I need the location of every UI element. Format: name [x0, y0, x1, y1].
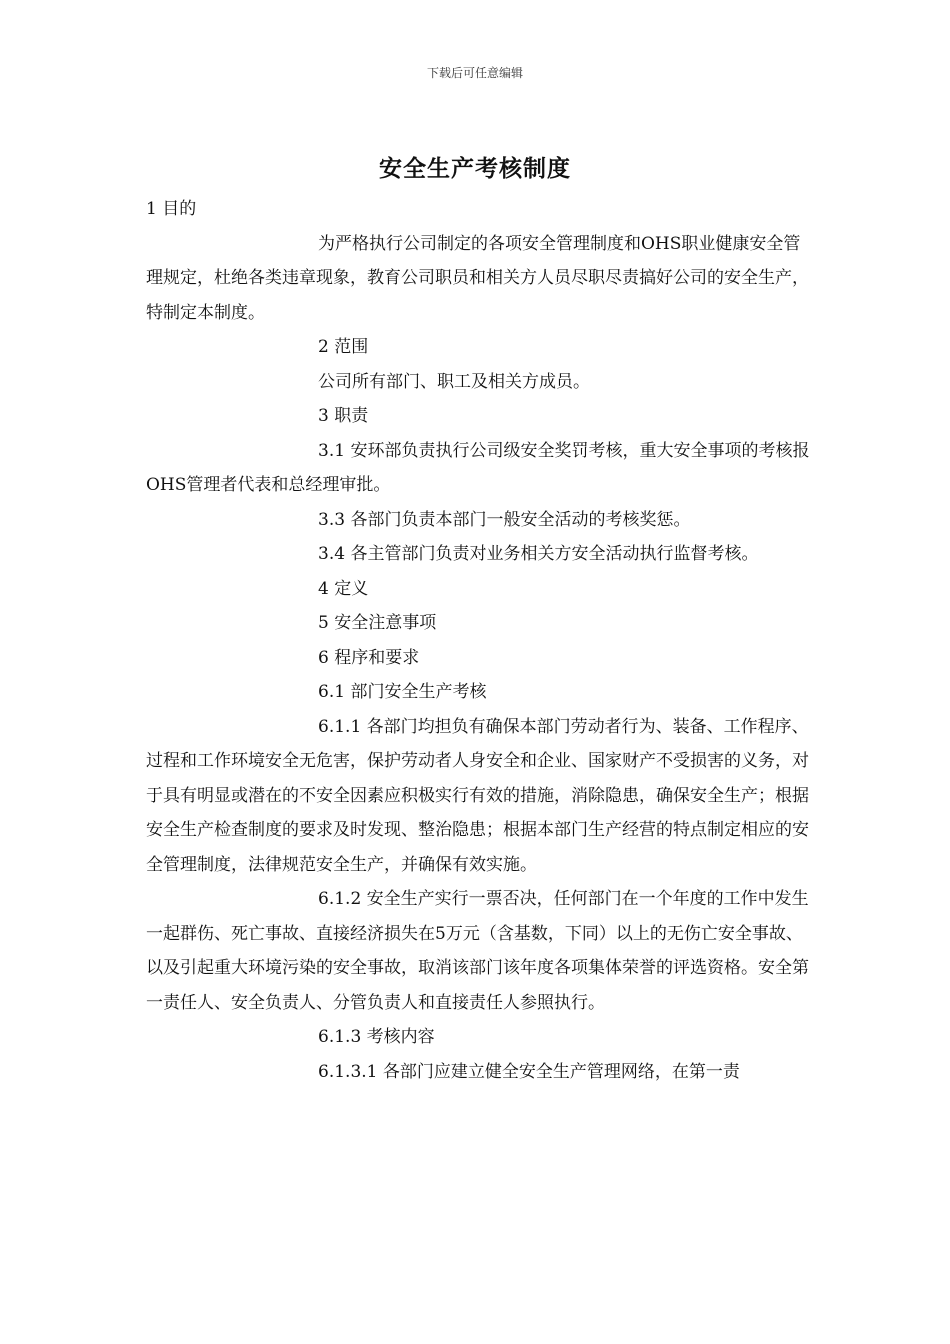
- paragraph-3-1: 3.1 安环部负责执行公司级安全奖罚考核，重大安全事项的考核报OHS管理者代表和总经理审批。: [146, 440, 810, 495]
- section-heading-scope: 2 范围: [318, 337, 369, 357]
- section-heading-responsibilities: 3 职责: [318, 406, 369, 426]
- paragraph-6-1-3-1: 6.1.3.1 各部门应建立健全安全生产管理网络，在第一责: [318, 1061, 740, 1082]
- paragraph-6-1-2: 6.1.2 安全生产实行一票否决，任何部门在一个年度的工作中发生一起群伤、死亡事故、直接经济损失在5万元（含基数，下同）以上的无伤亡安全事故、以及引起重大环境污染的安全事故，取消该部门该年度各项集体荣誉的评选资格。安全第一责任人、安全负责人、分管负责人和直接责任人参照执行。: [146, 889, 809, 1013]
- section-heading-definitions: 4 定义: [318, 578, 369, 599]
- document-title: 安全生产考核制度: [379, 155, 571, 182]
- paragraph-purpose: 为严格执行公司制定的各项安全管理制度和OHS职业健康安全管理规定，杜绝各类违章现象，教育公司职员和相关方人员尽职尽责搞好公司的安全生产，特制定本制度。: [146, 233, 809, 323]
- header-note: 下载后可任意编辑: [426, 66, 523, 80]
- paragraph-6-1-1: 6.1.1 各部门均担负有确保本部门劳动者行为、装备、工作程序、过程和工作环境安全无危害，保护劳动者人身安全和企业、国家财产不受损害的义务，对于具有明显或潜在的不安全因素应积极实行有效的措施，消除隐患，确保安全生产；根据安全生产检查制度的要求及时发现、整治隐患；根据本部门生产经营的特点制定相应的安全管理制度，法律规范安全生产，并确保有效实施。: [146, 716, 809, 875]
- section-heading-safety-notes: 5 安全注意事项: [318, 613, 437, 633]
- paragraph-scope: 公司所有部门、职工及相关方成员。: [318, 371, 590, 392]
- section-heading-purpose: 1 目的: [146, 199, 197, 219]
- subsection-heading-6-1-3: 6.1.3 考核内容: [318, 1027, 435, 1047]
- paragraph-3-3: 3.3 各部门负责本部门一般安全活动的考核奖惩。: [318, 509, 691, 530]
- section-heading-procedures: 6 程序和要求: [318, 647, 420, 668]
- paragraph-3-4: 3.4 各主管部门负责对业务相关方安全活动执行监督考核。: [318, 544, 759, 564]
- document-body: [146, 192, 810, 1089]
- subsection-heading-6-1: 6.1 部门安全生产考核: [318, 682, 487, 702]
